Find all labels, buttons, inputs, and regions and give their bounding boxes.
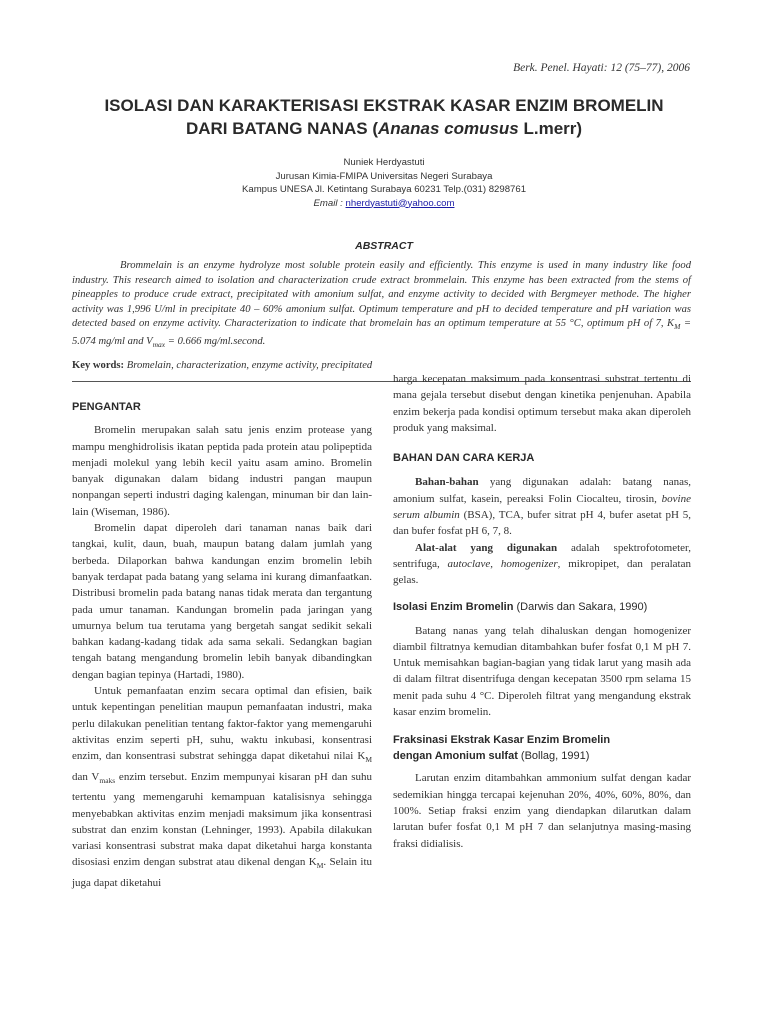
subsection-isolasi (393, 599, 691, 615)
abstract-text (72, 259, 691, 353)
p3-km2-subscript: M (316, 861, 324, 871)
bahan-label: Bahan-bahan (415, 476, 479, 489)
section-heading-pengantar: PENGANTAR (72, 401, 141, 413)
subsection-isolasi-title: Isolasi Enzim Bromelin (393, 600, 514, 613)
alat-italic-2: homogenizer (500, 557, 558, 570)
left-column (72, 399, 372, 891)
subsection-fraksinasi-line-2 (393, 748, 691, 764)
bahan-italic: bovine serum albumin (393, 492, 691, 522)
alat-text-a: adalah spektrofotometer, sentrifuga, (393, 541, 691, 570)
author-email-line (0, 197, 768, 211)
alat-italic-1: autoclave (447, 557, 491, 570)
p3-text-a: Untuk pemanfaatan enzim secara optimal dan efisien, baik untuk kepentingan penelitian maupun pemanfaatan industri, maka perlu dilakukan penelitian tentang faktor-faktor yang memengaruhi aktivitas enzim seperti pH, suhu, waktu inkubasi, konsentrasi enzim, dan konsentrasi substrat sehingga dapat diketahui nilai K (72, 685, 372, 763)
author-name: Nuniek Herdyastuti (343, 157, 425, 168)
keywords-values: Bromelain, characterization, enzyme activity, precipitated (124, 360, 373, 371)
author-block (0, 156, 768, 210)
subsection-fraksinasi-cite: (Bollag, 1991) (517, 750, 590, 763)
bahan-text-a: yang digunakan adalah: batang nanas, amonium sulfat, kasein, pereaksi Folin Ciocalteu, tirosin, (393, 476, 691, 505)
section-heading-bahan: BAHAN DAN CARA KERJA (393, 452, 535, 465)
title-species-name: Ananas comusus (377, 119, 519, 138)
abstract-text-main: Brommelain is an enzyme hydrolyze most soluble protein easily and efficiently. This enzyme is used in many industry like food industry. This research aimed to isolation and characterization crude extract brommelain. This enzyme has been extracted from the stems of pineapples to produce crude extract, precipitated with amonium sulfat, and enzyme activity to decided with Bergmeyer methode. The higher activity was 1,996 U/ml in precipitate 40 – 60% amonium sulfat. Optimum temperature and pH to decided temperature and pH variation was detected based on enzyme activity. Characterization to indicate that bromelain has an optimum temperature at 55 °C, optimum pH of 7, K (72, 260, 691, 330)
email-link[interactable]: nherdyastuti@yahoo.com (345, 197, 455, 209)
abstract-body (72, 259, 691, 353)
title-line-2-suffix: L.merr) (518, 119, 583, 138)
abstract-text-mid: = 5.074 mg/ml and V (72, 318, 691, 348)
alat-text-b: , (490, 557, 501, 570)
subsection-fraksinasi (393, 732, 691, 764)
subsection-fraksinasi-title-1: Fraksinasi Ekstrak Kasar Enzim Bromelin (393, 734, 611, 747)
km-subscript: M (674, 322, 681, 332)
alat-text-c: , mikropipet, dan peralatan gelas. (393, 557, 692, 587)
keywords-line (72, 360, 691, 371)
abstract-heading: ABSTRACT (355, 240, 413, 252)
paragraph-fraksinasi: Larutan enzim ditambahkan ammonium sulfat dengan kadar sedemikian hingga tercapai kejenuhan 20%, 40%, 60%, 80%, dan 100%. Setiap fraksi enzim yang diendapkan dilarutkan dalam larutan bufer fosfat 0,1 M pH 7 dan selanjutnya masing-masing fraksi didialisis. (393, 772, 691, 850)
paragraph-1: Bromelin merupakan salah satu jenis enzim protease yang mampu menghidrolisis ikatan peptida pada protein atau polipeptida menjadi molekul yang lebih kecil yaitu asam amino. Bromelin banyak digunakan dalam bidang industri pangan maupun nonpangan seperti industri daging kalengan, minuman bir dan lain-lain (Wiseman, 1986). (72, 424, 372, 518)
paragraph-3 (72, 683, 372, 891)
paragraph-2: Bromelin dapat diperoleh dari tanaman nanas baik dari tangkai, kulit, daun, buah, maupun batang dalam jumlah yang berbeda. Dilaporkan bahwa kandungan enzim bromelin lebih banyak terdapat pada batang yang selama ini kurang dimanfaatkan. Distribusi bromelin pada batang nanas tidak merata dan tergantung pada umur tanaman. Kandungan bromelin pada jaringan yang umurnya belum tua terutama yang bergetah sangat sedikit sekali bahkan kadang-kadang tidak ada sama sekali. Sedangkan bagian tengah batang mengandung bromelin lebih banyak dibandingkan dengan bagian tepinya (Hartadi, 1980). (72, 522, 372, 681)
p3-text-d: . Selain itu juga dapat diketahui (72, 856, 372, 889)
paper-title (60, 94, 708, 140)
email-label: Email : (313, 197, 346, 209)
title-line-2 (60, 117, 708, 140)
title-line-1: ISOLASI DAN KARAKTERISASI EKSTRAK KASAR ENZIM BROMELIN (104, 96, 664, 115)
paragraph-continued: harga kecepatan maksimum pada konsentrasi substrat tertentu di mana gejala tersebut disebut dengan kinetika penjenuhan. Apabila enzim bekerja pada kondisi optimum tersebut maka akan diperoleh produk yang maksimal. (393, 373, 691, 434)
p3-vmaks-subscript: maks (99, 775, 116, 785)
vmax-subscript: max (152, 340, 166, 350)
paragraph-isolasi: Batang nanas yang telah dihaluskan dengan homogenizer diambil filtratnya kemudian ditambahkan bufer fosfat 0,1 M pH 7. Untuk memisahkan bagian-bagian yang tidak larut yang masih ada di dalam filtrat disentrifuga dengan kecepatan 3500 rpm selama 15 menit pada suhu 4 °C. Diperoleh filtrat yang mengandung ekstrak kasar enzim bromelin. (393, 624, 691, 719)
subsection-fraksinasi-title-2: dengan Amonium sulfat (393, 750, 518, 763)
subsection-isolasi-cite: (Darwis dan Sakara, 1990) (513, 600, 648, 613)
keywords-label: Key words: (72, 360, 125, 371)
p3-text-c: enzim tersebut. Enzim mempunyai kisaran pH dan suhu tertentu yang memengaruhi kemampuan katalisisnya sehingga menyebabkan aktivitas enzim menjadi maksimum jika konsentrasi substrat dan enzim konstan (Lehninger, 1993). Apabila dilakukan variasi konsentrasi substrat maka dapat diketahui harga konstanta disosiasi enzim dengan substrat atau dikenal dengan K (72, 770, 372, 869)
p3-km-subscript: M (365, 755, 372, 765)
alat-label: Alat-alat yang digunakan (415, 541, 558, 554)
paragraph-alat (393, 540, 691, 589)
author-affiliation: Jurusan Kimia-FMIPA Universitas Negeri Surabaya (275, 170, 493, 182)
abstract-text-end: = 0.666 mg/ml.second. (165, 336, 266, 348)
journal-reference: Berk. Penel. Hayati: 12 (75–77), 2006 (513, 62, 690, 74)
p3-text-b: dan V (72, 770, 100, 783)
paragraph-bahan (393, 474, 691, 539)
right-column (393, 371, 691, 852)
author-address: Kampus UNESA Jl. Ketintang Surabaya 60231 Telp.(031) 8298761 (241, 184, 527, 195)
title-line-2-prefix: DARI BATANG NANAS ( (185, 119, 378, 138)
bahan-text-b: (BSA), TCA, bufer sitrat pH 4, bufer asetat pH 5, dan bufer fosfat pH 6, 7, 8. (393, 509, 691, 538)
